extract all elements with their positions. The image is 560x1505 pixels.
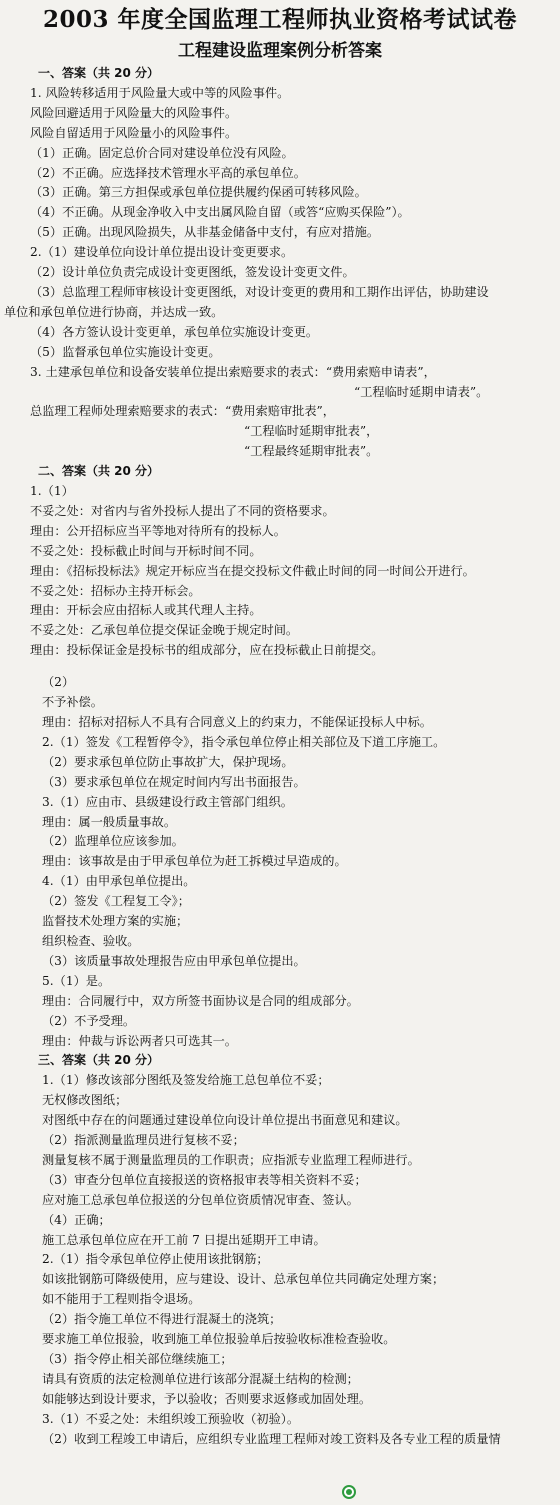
answer-line: （2）指派测量监理员进行复核不妥； <box>42 1133 245 1148</box>
answer-line: 理由：公开招标应当平等地对待所有的投标人。 <box>30 523 286 538</box>
answer-line: “工程临时延期申请表”。 <box>354 384 489 399</box>
answer-line: 施工总承包单位应在开工前 7 日提出延期开工申请。 <box>42 1232 326 1247</box>
answer-line: 不妥之处：投标截止时间与开标时间不同。 <box>30 543 262 558</box>
answer-line: （3）要求承包单位在规定时间内写出书面报告。 <box>42 774 306 789</box>
answer-line: （3）审查分包单位直接报送的资格报审表等相关资料不妥； <box>42 1172 367 1187</box>
answer-line: 2.（1）签发《工程暂停令》，指令承包单位停止相关部位及下道工序施工。 <box>42 734 446 749</box>
answer-line: 对图纸中存在的问题通过建设单位向设计单位提出书面意见和建议。 <box>42 1113 408 1128</box>
page-subtitle: 工程建设监理案例分析答案 <box>178 41 382 61</box>
answer-line: （5）监督承包单位实施设计变更。 <box>30 344 221 359</box>
answer-line: 应对施工总承包单位报送的分包单位资质情况审查、签认。 <box>42 1192 359 1207</box>
answer-line: 理由：《招标投标法》规定开标应当在提交投标文件截止时间的同一时间公开进行。 <box>30 563 475 578</box>
answer-line: （2）设计单位负责完成设计变更图纸，签发设计变更文件。 <box>30 265 355 280</box>
answer-line: 理由：该事故是由于甲承包单位为赶工拆模过早造成的。 <box>42 854 347 869</box>
answer-body <box>0 64 560 1450</box>
answer-line: 3. 土建承包单位和设备安装单位提出索赔要求的表式：“费用索赔申请表”， <box>30 364 436 379</box>
answer-line: 要求施工单位报验，收到施工单位报验单后按验收标准检查验收。 <box>42 1332 396 1347</box>
answer-line: （4）不正确。从现金净收入中支出属风险自留（或答“应购买保险”）。 <box>30 205 410 220</box>
answer-line: 请具有资质的法定检测单位进行该部分混凝土结构的检测； <box>42 1371 359 1386</box>
answer-line: 理由：合同履行中，双方所签书面协议是合同的组成部分。 <box>42 993 359 1008</box>
answer-line: 1. 风险转移适用于风险量大或中等的风险事件。 <box>30 85 290 100</box>
answer-line: （3）正确。第三方担保或承包单位提供履约保函可转移风险。 <box>30 185 367 200</box>
answer-line: 组织检查、验收。 <box>42 933 140 948</box>
answer-line: 1.（1）修改该部分图纸及签发给施工总包单位不妥； <box>42 1073 330 1088</box>
answer-line: 单位和承包单位进行协商，并达成一致。 <box>4 304 224 319</box>
answer-line: （4）各方签认设计变更单，承包单位实施设计变更。 <box>30 324 319 339</box>
answer-line: （2）不予受理。 <box>42 1013 136 1028</box>
answer-line: 监督技术处理方案的实施； <box>42 914 189 929</box>
answer-line: 理由：属一般质量事故。 <box>42 814 177 829</box>
answer-line: 如该批钢筋可降级使用，应与建设、设计、总承包单位共同确定处理方案； <box>42 1272 445 1287</box>
answer-line: 不予补偿。 <box>42 695 103 710</box>
answer-line: 不妥之处：对省内与省外投标人提出了不同的资格要求。 <box>30 503 335 518</box>
answer-line: 如能够达到设计要求，予以验收；否则要求返修或加固处理。 <box>42 1391 372 1406</box>
answer-line: 2.（1）指令承包单位停止使用该批钢筋； <box>42 1252 269 1267</box>
answer-line: （3）该质量事故处理报告应由甲承包单位提出。 <box>42 953 306 968</box>
answer-line: （3）总监理工程师审核设计变更图纸，对设计变更的费用和工期作出评估，协助建设 <box>30 284 489 299</box>
answer-line: 理由：投标保证金是投标书的组成部分，应在投标截止日前提交。 <box>30 643 384 658</box>
answer-line: （2）签发《工程复工令》； <box>42 894 190 909</box>
answer-line: （2） <box>42 675 75 690</box>
answer-line: （5）正确。出现风险损失，从非基金储备中支付，有应对措施。 <box>30 225 380 240</box>
section-heading: 一、答案（共 20 分） <box>38 66 160 80</box>
answer-line: 3.（1）应由市、县级建设行政主管部门组织。 <box>42 794 293 809</box>
answer-line: 2.（1）建设单位向设计单位提出设计变更要求。 <box>30 245 294 260</box>
answer-line: 风险回避适用于风险量大的风险事件。 <box>30 105 238 120</box>
answer-line: 5.（1）是。 <box>42 973 111 988</box>
answer-line: 1.（1） <box>30 484 74 499</box>
answer-line: （1）正确。固定总价合同对建设单位没有风险。 <box>30 145 294 160</box>
page-title: 2003 年度全国监理工程师执业资格考试试卷 <box>42 6 518 33</box>
section-heading: 三、答案（共 20 分） <box>38 1053 160 1068</box>
answer-line: （4）正确； <box>42 1212 111 1227</box>
answer-line: 4.（1）由甲承包单位提出。 <box>42 874 196 889</box>
answer-line: （2）指令施工单位不得进行混凝土的浇筑； <box>42 1312 282 1327</box>
answer-line: “工程最终延期审批表”。 <box>244 444 379 459</box>
answer-line: （2）不正确。应选择技术管理水平高的承包单位。 <box>30 165 306 180</box>
answer-line: 总监理工程师处理索赔要求的表式：“费用索赔审批表”， <box>30 404 335 419</box>
answer-line: 测量复核不属于测量监理员的工作职责；应指派专业监理工程师进行。 <box>42 1152 420 1167</box>
answer-line: 理由：开标会应由招标人或其代理人主持。 <box>30 603 262 618</box>
answer-line: （2）监理单位应该参加。 <box>42 834 184 849</box>
answer-line: “工程临时延期审批表”， <box>244 424 379 439</box>
section-gap <box>0 661 560 673</box>
answer-line: （2）要求承包单位防止事故扩大，保护现场。 <box>42 754 294 769</box>
answer-line: 如不能用于工程则指令退场。 <box>42 1292 201 1307</box>
section-heading: 二、答案（共 20 分） <box>38 464 160 479</box>
answer-line: 风险自留适用于风险量小的风险事件。 <box>30 125 238 140</box>
watermark-badge-icon <box>342 1485 356 1499</box>
answer-line: 理由：招标对招标人不具有合同意义上的约束力，不能保证投标人中标。 <box>42 715 432 729</box>
answer-line: 不妥之处：招标办主持开标会。 <box>30 583 201 598</box>
answer-line: 3.（1）不妥之处：未组织竣工预验收（初验）。 <box>42 1411 300 1426</box>
answer-line: 无权修改图纸； <box>42 1093 128 1108</box>
answer-line: （3）指令停止相关部位继续施工； <box>42 1352 233 1366</box>
answer-line: 不妥之处：乙承包单位提交保证金晚于规定时间。 <box>30 623 299 638</box>
answer-line: 理由：仲裁与诉讼两者只可选其一。 <box>42 1033 237 1048</box>
answer-line: （2）收到工程竣工申请后，应组织专业监理工程师对竣工资料及各专业工程的质量情 <box>42 1431 501 1446</box>
